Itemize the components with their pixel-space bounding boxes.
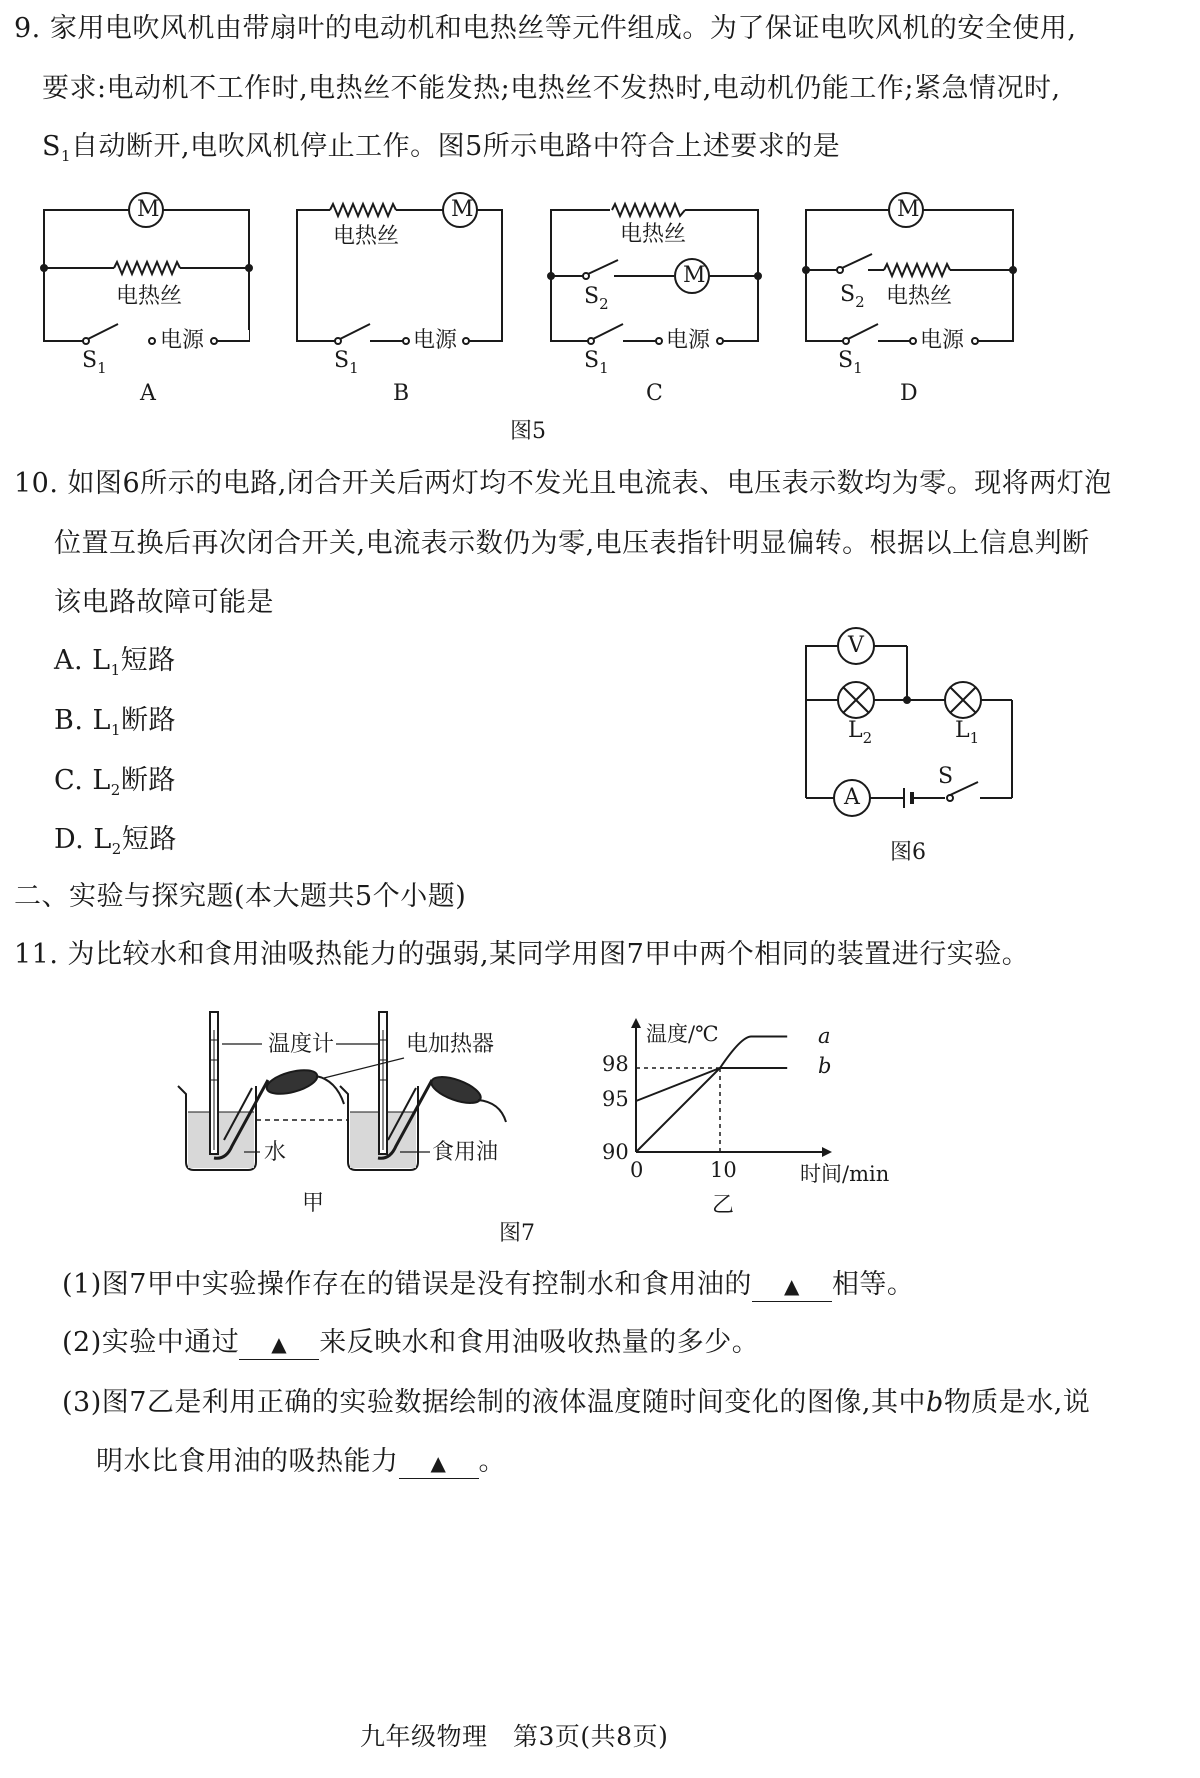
page-footer: 九年级物理 第3页(共8页) [360,1722,669,1751]
switch-s2-c: $S_2$ [584,284,609,313]
q11-part1: (1)图7甲中实验操作存在的错误是没有控制水和食用油的 ▲ 相等。 [62,1269,915,1300]
chart-ylabel: 温度/℃ [646,1022,719,1046]
q10-option-b: B. $L_1$断路 [54,705,176,739]
motor-label-d: M [897,197,920,222]
answer-blank-2[interactable]: ▲ [239,1328,319,1360]
q10-line1: 10. 如图6所示的电路,闭合开关后两灯均不发光且电流表、电压表示数均为零。现将两灯泡 [14,468,1112,499]
power-label-c: 电源 [666,328,711,353]
ammeter-label: A [844,785,860,810]
heater-label-a: 电热丝 [116,284,183,309]
q11-part2: (2)实验中通过 ▲ 来反映水和食用油吸收热量的多少。 [62,1327,760,1358]
motor-label-c: M [683,263,706,288]
y-tick-95: 95 [602,1087,629,1111]
heater-label-c: 电热丝 [620,222,687,247]
switch-s-label: S [938,764,954,789]
lamp1-label: $L_1$ [955,718,980,747]
switch-s1-a: $S_1$ [82,348,107,377]
q10-line3: 该电路故障可能是 [54,587,274,618]
q11-part3-line2: 明水比食用油的吸热能力 ▲ 。 [96,1446,506,1477]
option-label-c: C [646,381,663,406]
motor-label-a: M [137,197,160,222]
y-axis-arrow [631,1018,641,1028]
chart-xlabel: 时间/min [800,1162,890,1186]
x-tick-10: 10 [710,1158,737,1182]
switch-s1-c: $S_1$ [584,348,609,377]
heater-label-b: 电热丝 [333,224,400,249]
q9-line3: $S_1$自动断开,电吹风机停止工作。图5所示电路中符合上述要求的是 [42,131,841,165]
thermometer-label: 温度计 [268,1032,335,1057]
figure7-sub-b: 乙 [712,1193,735,1218]
q10-line2: 位置互换后再次闭合开关,电流表示数仍为零,电压表指针明显偏转。根据以上信息判断 [54,528,1090,559]
series-b-label: b [818,1054,832,1078]
heater-label-d: 电热丝 [886,284,953,309]
voltmeter-label: V [848,633,864,658]
power-label-a: 电源 [160,328,205,353]
series-a-label: a [818,1024,831,1048]
y-tick-98: 98 [602,1052,629,1076]
x-tick-0: 0 [630,1158,644,1182]
option-label-d: D [900,381,918,406]
q11-part3-line1: (3)图7乙是利用正确的实验数据绘制的液体温度随时间变化的图像,其中b物质是水,说 [62,1387,1091,1418]
series-line-b [636,1068,787,1101]
option-label-a: A [140,381,156,406]
lamp2-label: $L_2$ [848,718,873,747]
answer-blank-3[interactable]: ▲ [399,1447,479,1479]
y-tick-90: 90 [602,1140,629,1164]
figure5-caption: 图5 [510,419,546,444]
switch-s1-d: $S_1$ [838,348,863,377]
q10-option-d: D. $L_2$短路 [54,824,177,858]
option-label-b: B [393,381,410,406]
q9-line2: 要求:电动机不工作时,电热丝不能发热;电热丝不发热时,电动机仍能工作;紧急情况时, [42,73,1061,104]
figure6-caption: 图6 [890,840,926,865]
figure7-caption: 图7 [499,1221,535,1246]
series-line-a [636,1037,787,1153]
power-label-b: 电源 [413,328,458,353]
switch-s2-d: $S_2$ [840,282,865,311]
water-label: 水 [264,1140,287,1165]
oil-label: 食用油 [432,1140,499,1165]
answer-blank-1[interactable]: ▲ [752,1270,832,1302]
electric-heater-label: 电加热器 [406,1032,495,1057]
section2-heading: 二、实验与探究题(本大题共5个小题) [14,881,467,912]
figure7-sub-a: 甲 [302,1191,325,1216]
switch-s1-b: $S_1$ [334,348,359,377]
q11-line1: 11. 为比较水和食用油吸热能力的强弱,某同学用图7甲中两个相同的装置进行实验。 [14,939,1030,970]
q9-line1: 9. 家用电吹风机由带扇叶的电动机和电热丝等元件组成。为了保证电吹风机的安全使用, [14,13,1077,44]
motor-label-b: M [451,197,474,222]
q10-option-c: C. $L_2$断路 [54,765,176,799]
power-label-d: 电源 [920,328,965,353]
x-axis-arrow [822,1147,832,1157]
q10-option-a: A. $L_1$短路 [54,645,176,679]
